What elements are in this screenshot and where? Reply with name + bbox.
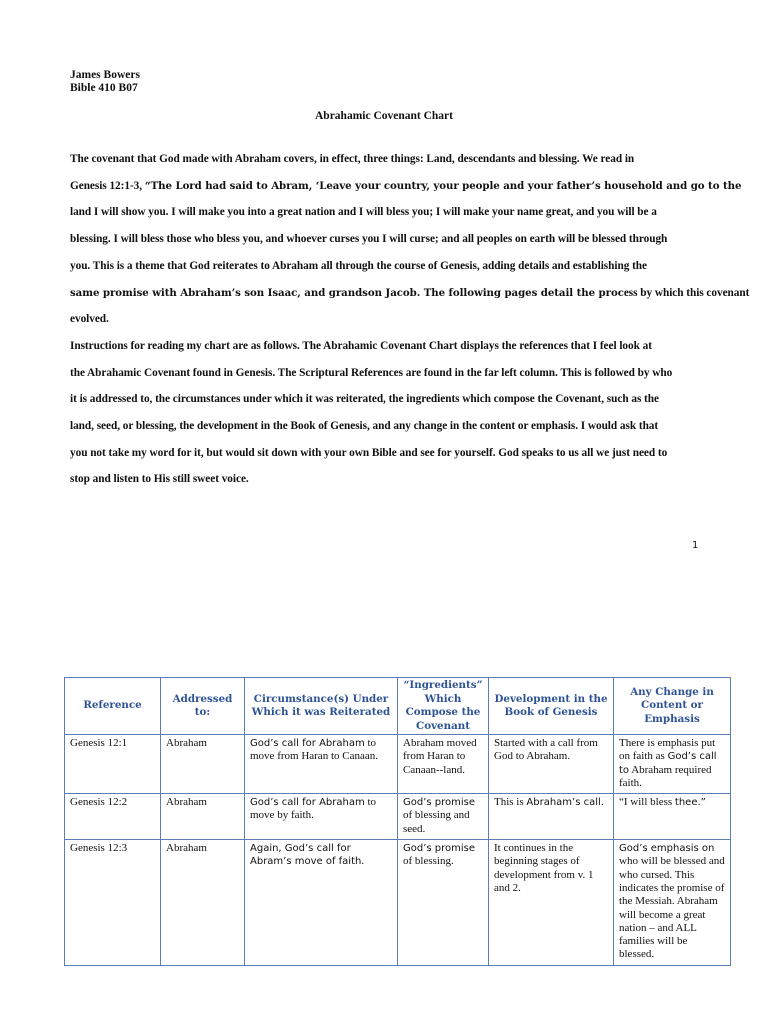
- cell-emphasis-rest: Abraham required faith.: [619, 763, 712, 789]
- cell-reference: Genesis 12:2: [65, 794, 161, 840]
- column-header-ingredients: “Ingredients” Which Compose the Covenant: [398, 678, 489, 735]
- cell-development: [489, 794, 614, 840]
- table-row: [65, 735, 731, 794]
- cell-ingredients-rest: Abraham moved from Haran to Canaan--land.: [403, 737, 477, 776]
- cell-ingredients: [398, 840, 489, 966]
- paragraph-1-line-5: you. This is a theme that God reiterates to Abraham all through the course of Genesis, adding details and establishing the: [70, 259, 647, 272]
- paragraph-2-line-3: it is addressed to, the circumstances under which it was reiterated, the ingredients which compose the Covenant, such as the: [70, 393, 659, 406]
- paragraph-2-line-6: stop and listen to His still sweet voice.: [70, 473, 249, 486]
- cell-ingredients-lead: God’s promise: [403, 843, 476, 855]
- cell-circumstance: [245, 840, 398, 966]
- cell-addressed: Abraham: [161, 794, 245, 840]
- scripture-reference: Genesis 12:1-3,: [70, 179, 145, 192]
- cell-development-lead: This is: [494, 796, 527, 809]
- cell-circumstance: [245, 735, 398, 794]
- author-block: [70, 69, 140, 95]
- cell-emphasis-mid: God’s call to: [619, 751, 717, 776]
- table-header-row: [65, 678, 731, 735]
- cell-ingredients-lead: God’s promise: [403, 797, 476, 809]
- cell-circumstance-rest: to move by faith.: [250, 796, 377, 822]
- cell-emphasis-lead: “I will bless: [619, 796, 675, 809]
- cell-reference: Genesis 12:1: [65, 735, 161, 794]
- table-row: [65, 794, 731, 840]
- cell-development-lead: It continues in the beginning stages of development from v. 1 and 2.: [494, 842, 594, 894]
- paragraph-1-line-6-sans: same promise with Abraham’s son Isaac, and grandson Jacob. The following pages detail the proc: [70, 286, 624, 299]
- paragraph-2-line-1: Instructions for reading my chart are as follows. The Abrahamic Covenant Chart displays the references that I feel look at: [70, 339, 652, 352]
- cell-emphasis: [614, 794, 731, 840]
- cell-ingredients: [398, 735, 489, 794]
- cell-circumstance-rest: .: [361, 855, 365, 868]
- cell-emphasis-mid: who will be blessed and who cursed. This indicates the promise of the Messiah. Abraham will become a great nation – and ALL families will be blessed.: [619, 855, 725, 961]
- paragraph-1-line-6-serif: ess by which this covenant: [623, 286, 750, 299]
- scripture-quote: “The Lord had said to Abram, ‘Leave your country, your people and your father’s household and go to the: [144, 179, 742, 192]
- paragraph-1-line-1: The covenant that God made with Abraham covers, in effect, three things: Land, descendants and blessing. We read in: [70, 153, 635, 165]
- cell-emphasis-lead: There is emphasis put on faith as: [619, 737, 716, 763]
- paragraph-2-line-5: you not take my word for it, but would sit down with your own Bible and see for yourself. God speaks to us all we just need to: [70, 446, 668, 459]
- cell-development-rest: Abraham’s call.: [526, 797, 604, 809]
- cell-emphasis: [614, 735, 731, 794]
- column-header-reference: Reference: [65, 678, 161, 735]
- cell-development: [489, 735, 614, 794]
- cell-ingredients: [398, 794, 489, 840]
- paragraph-1-line-4: blessing. I will bless those who bless you, and whoever curses you I will curse; and all peoples on earth will be blessed through: [70, 233, 668, 246]
- column-header-change: Any Change in Content or Emphasis: [614, 678, 731, 735]
- column-header-development: Development in the Book of Genesis: [489, 678, 614, 735]
- cell-development-lead: Started with a call from God to Abraham.: [494, 737, 598, 763]
- paragraph-1-line-3: land I will show you. I will make you into a great nation and I will bless you; I will make your name great, and you will be a: [70, 206, 657, 219]
- cell-ingredients-rest: of blessing and seed.: [403, 809, 470, 835]
- paragraph-2-line-2: the Abrahamic Covenant found in Genesis. The Scriptural References are found in the far left column. This is followed by who: [70, 366, 673, 379]
- cell-ingredients-rest: of blessing.: [403, 855, 454, 868]
- cell-circumstance-lead: God’s call for Abraham: [250, 797, 365, 809]
- paragraph-1-line-2: [70, 173, 742, 200]
- body-text: [70, 146, 750, 493]
- page-number: 1: [692, 540, 699, 551]
- document-title: Abrahamic Covenant Chart: [315, 110, 453, 122]
- table-row: [65, 840, 731, 966]
- cell-emphasis: [614, 840, 731, 966]
- paragraph-2-line-4: land, seed, or blessing, the development in the Book of Genesis, and any change in the content or emphasis. I would ask that: [70, 420, 659, 433]
- cell-emphasis-mid: thee.”: [674, 797, 706, 809]
- cell-circumstance-lead: God’s call for Abraham: [250, 738, 365, 749]
- paragraph-1-line-7: evolved.: [70, 313, 109, 326]
- column-header-circumstances: Circumstance(s) Under Which it was Reiterated: [245, 678, 398, 735]
- cell-reference: Genesis 12:3: [65, 840, 161, 966]
- cell-circumstance-rest: to move from Haran to Canaan.: [250, 737, 378, 763]
- covenant-table: [64, 677, 731, 966]
- cell-addressed: Abraham: [161, 840, 245, 966]
- cell-development: [489, 840, 614, 966]
- author-name: James Bowers: [70, 69, 140, 81]
- paragraph-1-line-6: [70, 280, 750, 307]
- column-header-addressed-to: Addressed to:: [161, 678, 245, 735]
- cell-circumstance: [245, 794, 398, 840]
- cell-addressed: Abraham: [161, 735, 245, 794]
- course-code: Bible 410 B07: [70, 82, 138, 94]
- cell-circumstance-lead: Again, God’s call for Abram’s move of faith: [250, 843, 362, 868]
- cell-emphasis-lead: God’s emphasis on: [619, 843, 715, 855]
